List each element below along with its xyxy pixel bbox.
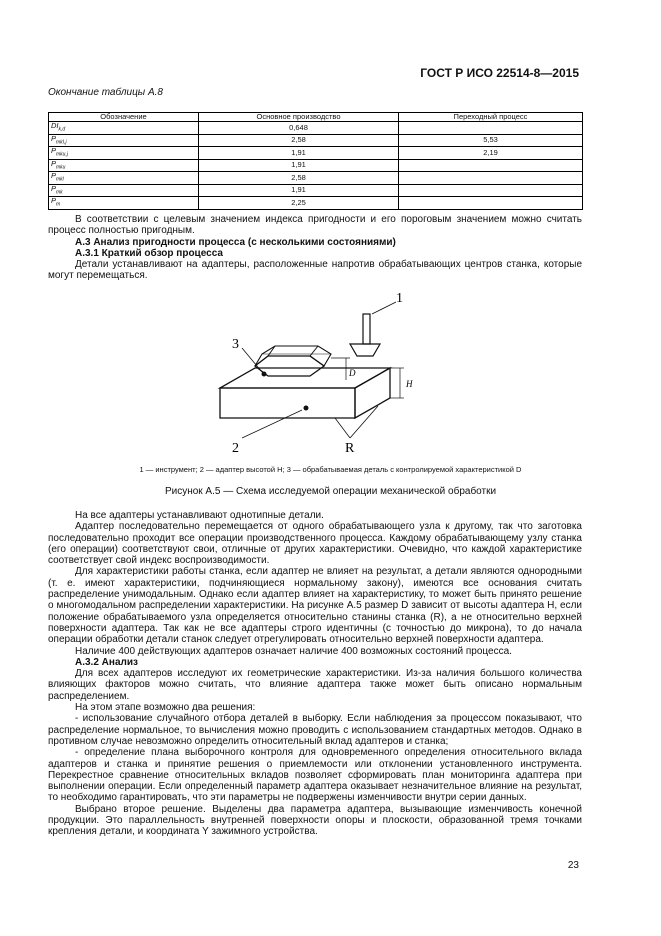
subsection-heading: А.3.2 Анализ — [75, 656, 138, 668]
workpiece-point — [262, 372, 267, 377]
workpiece-edge — [310, 346, 318, 356]
figure-legend: 1 — инструмент; 2 — адаптер высотой H; 3 — обрабатываемая деталь с контролируемой характеристикой D — [139, 465, 522, 474]
leader-1 — [372, 302, 396, 314]
symbol: P — [51, 133, 57, 143]
main-value-cell: 2,58 — [199, 172, 399, 185]
paragraph: Выбрано второе решение. Выделены два параметра адаптера, вызывающие изменчивость конечной продукции. Это параллельность внутренней поверхности опоры и плоскости, образованной тремя точками крепления детали, и координата Y зажимного устройства. — [48, 803, 582, 838]
symbol-cell — [49, 147, 199, 160]
transition-value-cell — [399, 159, 583, 172]
table-continuation-label: Окончание таблицы А.8 — [48, 87, 163, 98]
table-row — [49, 172, 583, 185]
table-row — [49, 134, 583, 147]
figure-caption: Рисунок А.5 — Схема исследуемой операции механической обработки — [164, 486, 497, 497]
symbol: P — [51, 158, 57, 168]
symbol: P — [51, 146, 57, 156]
main-value-cell: 0,648 — [199, 122, 399, 135]
adapter-point — [304, 406, 309, 411]
subsection-heading: А.3.1 Краткий обзор процесса — [75, 247, 223, 259]
symbol-cell — [49, 172, 199, 185]
symbol-subscript: k,d — [58, 126, 66, 133]
list-item: - использование случайного отбора деталей в выборку. Если наблюдения за процессом показывают, что распределение нормальное, то вычисления можно проводить с использованием стандартных методов. Однако в противном случае невозможно определить относительный вклад адаптеров и станка; — [48, 713, 582, 747]
main-value-cell: 1,91 — [199, 184, 399, 197]
tool-head — [350, 344, 380, 356]
column-header: Обозначение — [49, 113, 199, 122]
table-row — [49, 159, 583, 172]
symbol-cell — [49, 134, 199, 147]
symbol: P — [51, 183, 57, 193]
label-1: 1 — [396, 291, 403, 306]
column-header: Основное производство — [199, 113, 399, 122]
symbol-subscript: mku,j — [56, 151, 68, 158]
paragraph: Для характеристики работы станка, если адаптер не влияет на результат, а детали являются однородными (т. е. имеют характеристики, подчиняющиеся нормальному закону), имеются все основания считать распределение унимодальным. Однако если адаптер влияет на характеристику, то может быть принято решение о многомодальном распределении характеристики. На рисунке А.5 размер D зависит от высоты адаптера H, если положение обрабатываемого узла определяется относительно станины станка (R), а не относительно верхней поверхности адаптера. Так как не все адаптеры строго идентичны (с точностью до микрона), то до начала операции обработки детали станок следует отрегулировать относительно верхней поверхности адаптера. — [48, 566, 582, 646]
symbol-cell — [49, 184, 199, 197]
label-3: 3 — [232, 337, 239, 352]
label-2: 2 — [232, 441, 239, 456]
intro-section — [48, 214, 582, 282]
column-header: Переходный процесс — [399, 113, 583, 122]
workpiece-body — [255, 346, 331, 366]
tool-shank — [363, 314, 370, 344]
transition-value-cell — [399, 197, 583, 210]
symbol-cell — [49, 197, 199, 210]
transition-value-cell: 5,53 — [399, 134, 583, 147]
paragraph: На этом этапе возможно два решения: — [75, 702, 256, 714]
symbol-subscript: m — [56, 201, 61, 208]
section-heading: А.3 Анализ пригодности процесса (с несколькими состояниями) — [75, 236, 396, 248]
symbol-subscript: mkl — [56, 176, 64, 183]
adapter-top-face — [220, 368, 390, 388]
symbol-subscript: mku — [56, 164, 66, 171]
paragraph: Детали устанавливают на адаптеры, расположенные напротив обрабатывающих центров станка, которые могут перемещаться. — [48, 259, 582, 282]
paragraph: Адаптер последовательно перемещается от одного обрабатывающего узла к другому, так что заготовка последовательно проходит все операции производственного процесса. Каждому обрабатывающему узлу станка (его операции) соответствуют свои, отличные от других характеристики. Очевидно, что каждой характеристике соответствует свой индекс воспроизводимости. — [48, 521, 582, 567]
leader-R — [335, 418, 350, 438]
transition-value-cell — [399, 122, 583, 135]
page-number: 23 — [567, 860, 579, 871]
main-value-cell: 2,58 — [199, 134, 399, 147]
symbol-cell — [49, 159, 199, 172]
paragraph: Наличие 400 действующих адаптеров означает наличие 400 возможных состояний процесса. — [75, 645, 512, 657]
symbol: P — [51, 171, 57, 181]
table-row — [49, 122, 583, 135]
paragraph: На все адаптеры устанавливают однотипные детали. — [75, 510, 324, 521]
table-row — [49, 197, 583, 210]
main-value-cell: 1,91 — [199, 159, 399, 172]
leader-2 — [242, 410, 302, 438]
paragraph: В соответствии с целевым значением индекса пригодности и его пороговым значением можно считать процесс полностью пригодным. — [48, 214, 582, 237]
table-row — [49, 184, 583, 197]
label-D: D — [349, 368, 356, 378]
list-item: - определение плана выборочного контроля для одновременного определения относительного вклада адаптеров и станка и принятие решения о приемлемости или отклонении установленного инструмента. Перекрестное сравнение относительных вкладов позволяет сформировать план мониторинга адаптера при выполнении операции. Если определенный параметр адаптера оказывает незначительное влияние на результат, то необходимо гарантировать, что эти параметры не подвержены изменчивости внутри серии данных. — [48, 747, 582, 804]
symbol-subscript: mk — [56, 189, 63, 196]
main-value-cell: 2,25 — [199, 197, 399, 210]
symbol: DI — [51, 121, 59, 131]
transition-value-cell: 2,19 — [399, 147, 583, 160]
table-row — [49, 147, 583, 160]
paragraph: Для всех адаптеров исследуют их геометрические характеристики. Из-за наличия большого количества влияющих факторов можно считать, что влияние адаптера также может быть описано нормальным распределением. — [48, 668, 582, 702]
table-header-row — [49, 113, 583, 122]
adapter-front-face — [220, 388, 355, 418]
designation-table — [48, 112, 583, 210]
label-R: R — [345, 441, 355, 456]
label-H: H — [406, 379, 413, 389]
document-header: ГОСТ Р ИСО 22514-8—2015 — [420, 66, 579, 80]
machining-diagram — [200, 288, 430, 460]
symbol-subscript: mkI,j — [56, 139, 67, 146]
main-value-cell: 1,91 — [199, 147, 399, 160]
leader-R — [350, 406, 378, 438]
body-section — [48, 510, 582, 838]
symbol-cell — [49, 122, 199, 135]
transition-value-cell — [399, 172, 583, 185]
transition-value-cell — [399, 184, 583, 197]
workpiece-edge — [268, 346, 275, 356]
symbol: P — [51, 196, 57, 206]
adapter-side-face — [355, 368, 390, 418]
